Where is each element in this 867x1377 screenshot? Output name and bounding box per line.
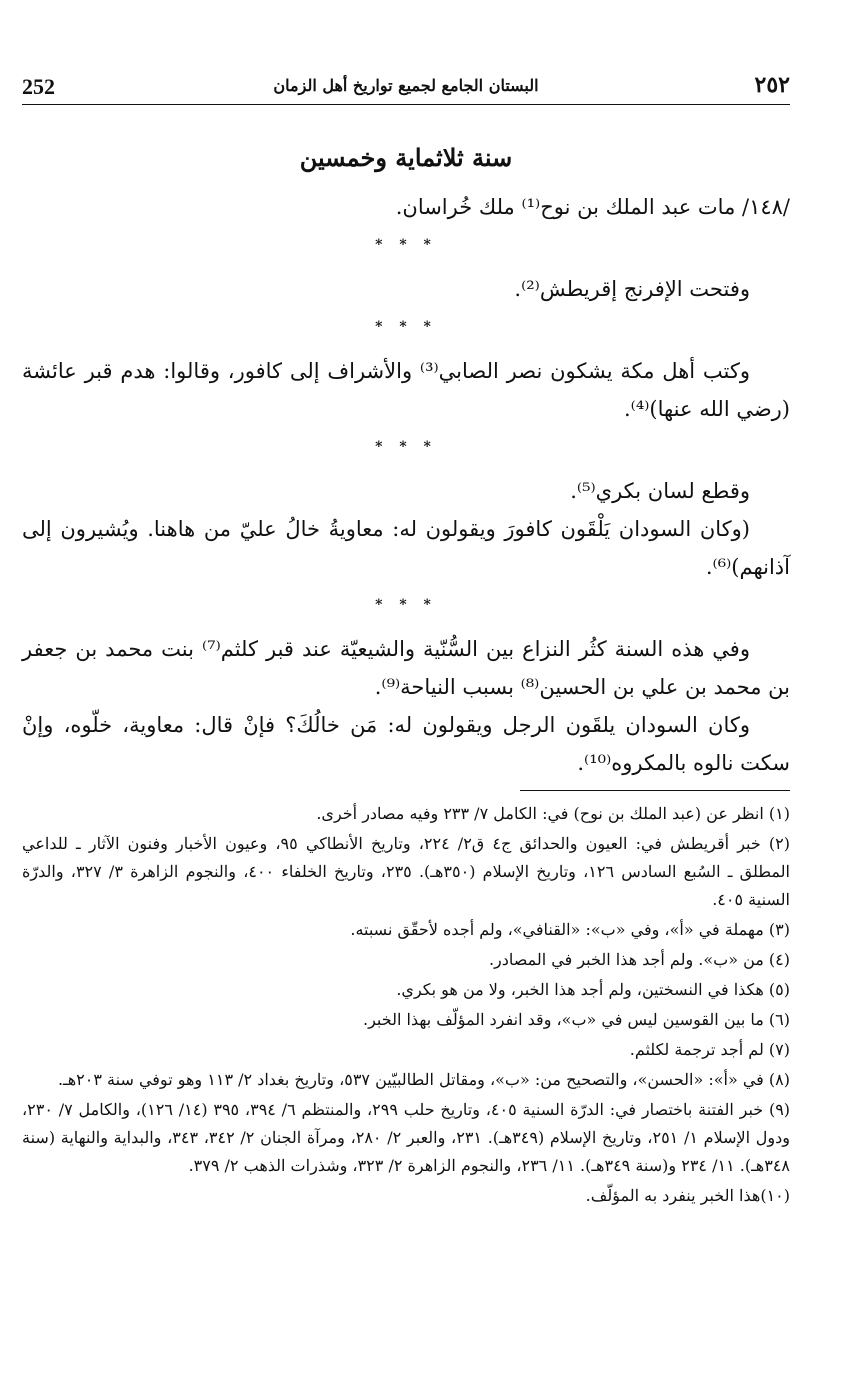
paragraph: /١٤٨/ مات عبد الملك بن نوح⁽¹⁾ ملك خُراسان. [395,195,790,219]
footnote: (٩) خبر الفتنة باختصار في: الدرّة السنية ٤٠٥، وتاريخ حلب ٢٩٩، والمنتظم ٦/ ٣٩٤، ٣٩٥ (١٤/ ١٢٦)، والكامل ٧/ ٢٣٠، ودول الإسلام ١/ ٢٥١، وتاريخ الإسلام (٣٤٩هـ). ٢٣١، والعبر ٢/ ٢٨٠، ومرآة الجنان ٢/ ٣٤٢، ٣٤٣، والبداية والنهاية (سنة ٣٤٨هـ). ١١/ ٢٣٤ و(سنة ٣٤٩هـ). ١١/ ٢٣٦، والنجوم الزاهرة ٢/ ٣٢٣، وشذرات الذهب ٢/ ٣٧٩. [22,1100,791,1175]
chapter-title: سنة ثلاثماية وخمسين [299,143,513,172]
footnote: (١) انظر عن (عبد الملك بن نوح) في: الكامل ٧/ ٢٣٣ وفيه مصادر أخرى. [316,804,790,823]
paragraph: وفتحت الإفرنج إقريطش⁽²⁾. [514,277,750,301]
paragraph: وفي هذه السنة كثُر النزاع بين السُّنّية والشيعيّة عند قبر كلثم⁽⁷⁾ بنت محمد بن جعفر بن محمد بن علي بن الحسين⁽⁸⁾ بسبب النياحة⁽⁹⁾. [22,637,790,699]
footnote: (٧) لم أجد ترجمة لكلثم. [629,1040,790,1059]
page-number-arabic: ٢٥٢ [754,72,790,98]
footnote: (٤) من «ب». ولم أجد هذا الخبر في المصادر. [488,950,790,969]
footnote-divider [520,790,790,791]
paragraph: وقطع لسان بكري⁽⁵⁾. [570,479,750,503]
paragraph: وكان السودان يلقَون الرجل ويقولون له: مَن خالُكَ؟ فإنْ قال: معاوية، خلّوه، وإنْ سكت نالوه بالمكروه⁽¹⁰⁾. [22,713,790,775]
section-separator: * * * [375,319,437,335]
main-text [22,140,790,782]
paragraph: (وكان السودان يَلْقَون كافورَ ويقولون له: معاويةُ خالُ عليّ من هاهنا. ويُشيرون إلى آذانهم)⁽⁶⁾. [22,517,790,579]
footnote: (٣) مهملة في «أ»، وفي «ب»: «القنافي»، ولم أجده لأحقّق نسبته. [350,920,790,939]
footnote: (٢) خبر أقريطش في: العيون والحدائق ج٤ ق٢/ ٢٢٤، وتاريخ الأنطاكي ٩٥، وعيون الأخبار وفنون الآثار ـ للداعي المطلق ـ السُبع السادس ١٢٦، وتاريخ الإسلام (٣٥٠هـ). ٢٣٥، وتاريخ الخلفاء ٤٠٠، والنجوم الزاهرة ٣/ ٣٢٧، والدرّة السنية ٤٠٥. [22,834,791,909]
page-number-latin: 252 [22,74,55,99]
footnotes [22,800,790,1212]
running-header [22,74,790,105]
section-separator: * * * [375,237,437,253]
footnote: (٦) ما بين القوسين ليس في «ب»، وقد انفرد المؤلّف بهذا الخبر. [363,1010,790,1029]
footnote: (١٠)هذا الخبر ينفرد به المؤلّف. [585,1186,790,1205]
footnote: (٥) هكذا في النسختين، ولم أجد هذا الخبر، ولا من هو بكري. [396,980,790,999]
footnote: (٨) في «أ»: «الحسن»، والتصحيح من: «ب»، ومقاتل الطالبيّين ٥٣٧، وتاريخ بغداد ٢/ ١١٣ وهو توفي سنة ٢٠٣هـ. [57,1070,790,1089]
section-separator: * * * [375,597,437,613]
book-title: البستان الجامع لجميع تواريخ أهل الزمان [273,76,539,95]
paragraph: وكتب أهل مكة يشكون نصر الصابي⁽³⁾ والأشراف إلى كافور، وقالوا: هدم قبر عائشة (رضي الله عنها)⁽⁴⁾. [22,359,790,421]
section-separator: * * * [375,439,437,455]
